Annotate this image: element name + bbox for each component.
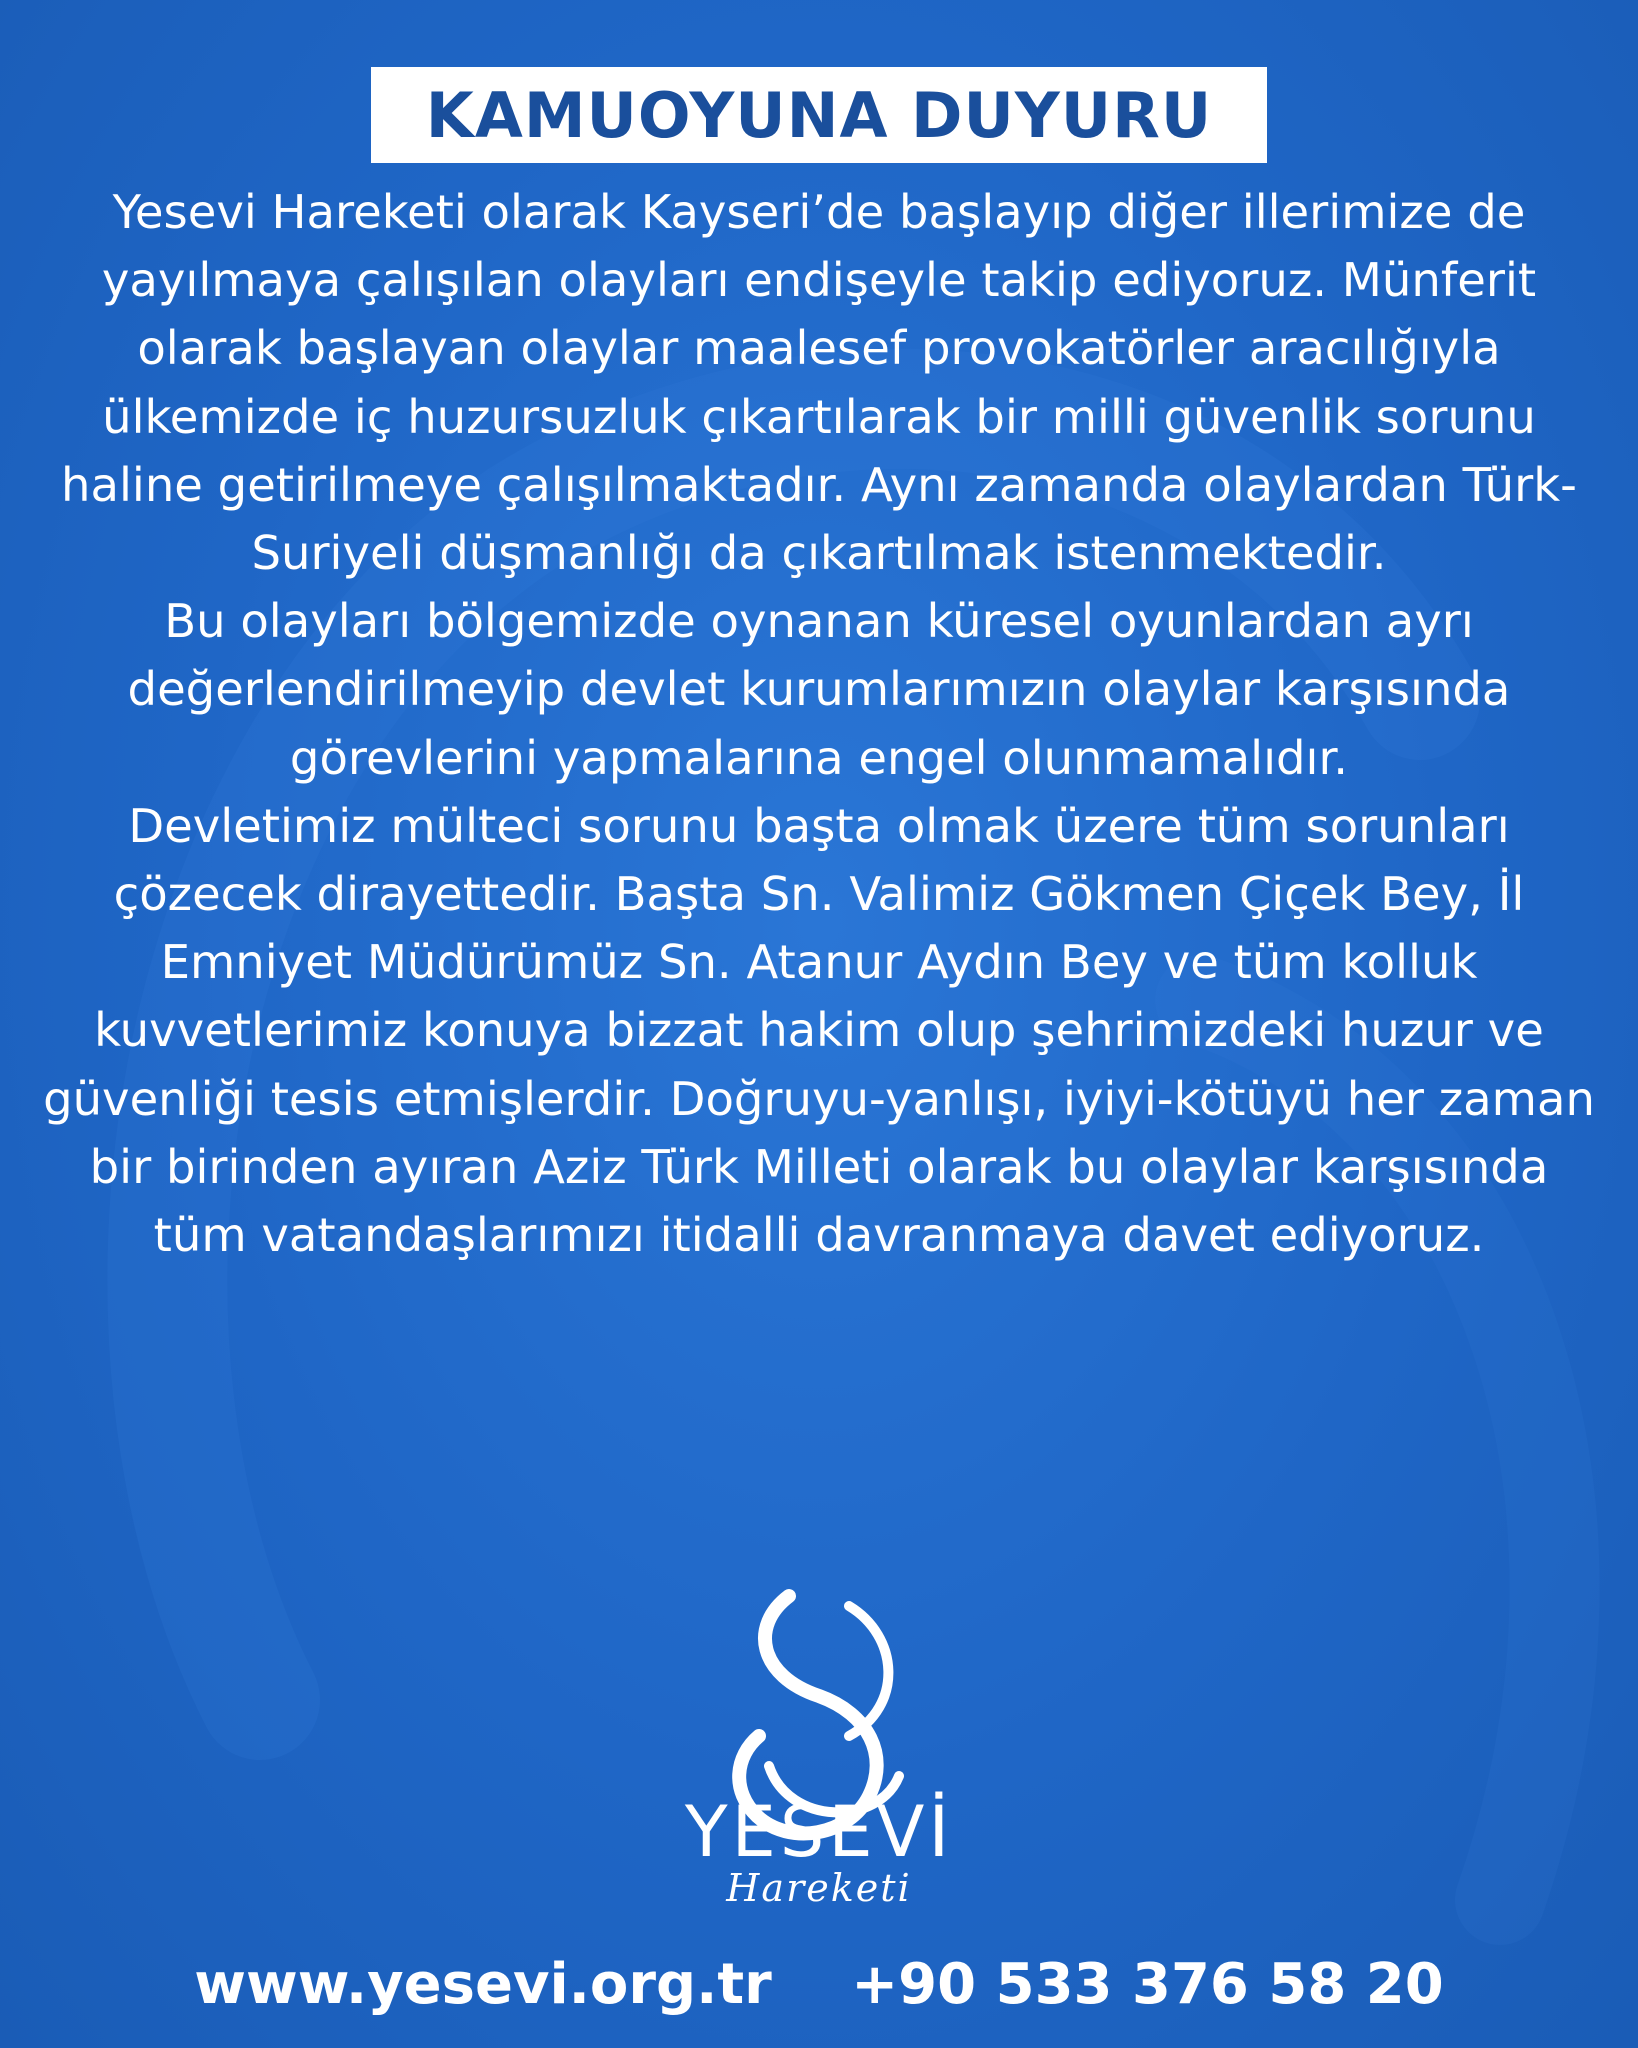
footer-contact [0, 1950, 1638, 2020]
page-title: KAMUOYUNA DUYURU [425, 78, 1213, 152]
logo-subtitle: Hareketi [726, 1866, 912, 1910]
website-link[interactable]: www.yesevi.org.tr [194, 1952, 772, 2017]
paragraph-1: Yesevi Hareketi olarak Kayseri’de başlayıp diğer illerimize de yayılmaya çalışılan olayları endişeyle takip ediyoruz. Münferit olarak başlayan olaylar maalesef provokatörler aracılığıyla ülkemizde iç huzursuzluk çıkartılarak bir milli güvenlik sorunu haline getirilmeye çalışılmaktadır. Aynı zamanda olaylardan Türk-Suriyeli düşmanlığı da çıkartılmak istenmektedir. [61, 185, 1577, 581]
phone-number[interactable]: +90 533 376 58 20 [851, 1952, 1444, 2017]
logo-name: YESEVİ [684, 1791, 954, 1873]
paragraph-3: Devletimiz mülteci sorunu başta olmak üzere tüm sorunları çözecek dirayettedir. Başta Sn. Valimiz Gökmen Çiçek Bey, İl Emniyet Müdürümüz Sn. Atanur Aydın Bey ve tüm kolluk kuvvetlerimiz konuya bizzat hakim olup şehrimizdeki huzur ve güvenliği tesis etmişlerdir. Doğruyu-yanlışı, iyiyi-kötüyü her zaman bir birinden ayıran Aziz Türk Milleti olarak bu olaylar karşısında tüm vatandaşlarımızı itidalli davranmaya davet ediyoruz. [43, 798, 1595, 1263]
announcement-body [40, 178, 1598, 1269]
title-banner [371, 67, 1267, 163]
paragraph-2: Bu olayları bölgemizde oynanan küresel oyunlardan ayrı değerlendirilmeyip devlet kurumlarımızın olaylar karşısında görevlerini yapmalarına engel olunmamalıdır. [127, 594, 1511, 785]
